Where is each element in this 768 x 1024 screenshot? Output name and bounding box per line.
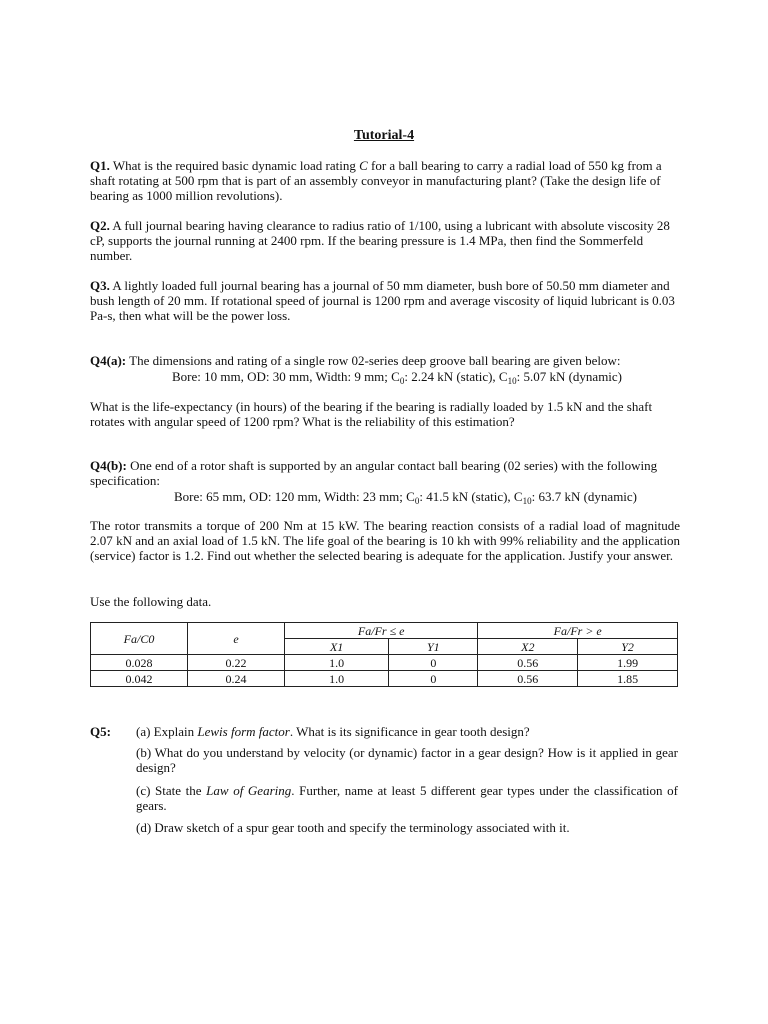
header-e: e [188,623,285,655]
table-cell: 0 [389,655,478,671]
spec-sub-0: 0 [399,376,405,386]
spec-c: : 63.7 kN (dynamic) [531,489,638,504]
question-4b-paragraph: The rotor transmits a torque of 200 Nm at 15 kW. The bearing reaction consists of a radial load of magnitude 2.07 kN and an axial load of 1.5 kN. The life goal of the bearing is 10 kh with 99% reliability and the application (service) factor is 1.2. Find out whether the selected bearing is adequate for the application. Justify your answer. [90,518,680,563]
question-5b: (b) What do you understand by velocity (or dynamic) factor in a gear design? How is it applied in gear design? [136,745,678,775]
spec-b: : 2.24 kN (static), C [404,369,508,384]
table-cell: 0 [389,671,478,687]
question-3 [90,278,680,323]
question-5d: (d) Draw sketch of a spur gear tooth and specify the terminology associated with it. [136,820,570,835]
question-4a-label: Q4(a): [90,353,127,368]
table-cell: 0.24 [188,671,285,687]
table-cell: 0.56 [478,671,578,687]
table-row [91,671,678,687]
header-gt-e: Fa/Fr > e [478,623,678,639]
question-4a-intro-text: The dimensions and rating of a single row 02-series deep groove ball bearing are given below: [126,353,621,368]
spec-sub-10: 10 [522,496,532,506]
spec-b: : 41.5 kN (static), C [419,489,523,504]
q5c-emphasis: Law of Gearing [206,783,292,798]
spec-c: : 5.07 kN (dynamic) [516,369,623,384]
table-header-row [91,623,678,639]
question-4b-label: Q4(b): [90,458,127,473]
table-cell: 0.028 [91,655,188,671]
question-2 [90,218,680,263]
header-y2: Y2 [578,639,678,655]
bearing-data-table [90,622,678,687]
header-le-e: Fa/Fr ≤ e [285,623,478,639]
question-3-text: A lightly loaded full journal bearing has a journal of 50 mm diameter, bush bore of 50.50 mm diameter and bush length of 20 mm. If rotational speed of journal is 1200 rpm and average viscosity of liquid lubricant is 0.03 Pa-s, then what will be the power loss. [90,278,675,323]
question-4b-intro-text: One end of a rotor shaft is supported by an angular contact ball bearing (02 series) with the following specification: [90,458,658,488]
question-2-label: Q2. [90,218,110,233]
header-x1: X1 [285,639,389,655]
table-cell: 0.22 [188,655,285,671]
table-cell: 0.042 [91,671,188,687]
question-1-label: Q1. [90,158,110,173]
question-4b-spec [174,489,637,509]
question-3-label: Q3. [90,278,110,293]
q5c-post: . Further, name at least 5 different gear types under the classification of gears. [136,783,678,813]
question-4a-intro [90,353,680,368]
question-1-symbol: C [359,158,368,173]
table-cell: 1.0 [285,655,389,671]
q5a-pre: (a) Explain [136,724,198,739]
question-5-label: Q5: [90,724,111,739]
q5c-pre: (c) State the [136,783,207,798]
table-cell: 1.99 [578,655,678,671]
question-1 [90,158,680,203]
question-1-text-a: What is the required basic dynamic load rating [109,158,360,173]
question-4a-spec [172,369,622,389]
q5a-emphasis: Lewis form factor [197,724,290,739]
use-data-text: Use the following data. [90,594,212,609]
header-x2: X2 [478,639,578,655]
question-4a-text: What is the life-expectancy (in hours) of the bearing if the bearing is radially loaded by 1.5 kN and the shaft rotates with angular speed of 1200 rpm? What is the reliability of this estimation? [90,399,653,429]
spec-a: Bore: 65 mm, OD: 120 mm, Width: 23 mm; C [174,489,415,504]
question-1-text-b: for a ball bearing to carry a radial load of 550 kg from a shaft rotating at 500 rpm that is part of an assembly conveyor in manufacturing plant? (Take the design life of bearing as 1000 million revolutions). [90,158,662,203]
spec-sub-10: 10 [507,376,517,386]
table-cell: 0.56 [478,655,578,671]
question-4b-intro [90,458,680,488]
header-y1: Y1 [389,639,478,655]
question-5a [136,724,678,739]
page-title: Tutorial-4 [353,128,415,143]
table-cell: 1.85 [578,671,678,687]
header-fa-c0: Fa/C0 [91,623,188,655]
q5a-post: . What is its significance in gear tooth design? [289,724,530,739]
table-row [91,655,678,671]
table-cell: 1.0 [285,671,389,687]
question-5c [136,783,678,813]
spec-sub-0: 0 [414,496,420,506]
spec-a: Bore: 10 mm, OD: 30 mm, Width: 9 mm; C [172,369,400,384]
question-2-text: A full journal bearing having clearance to radius ratio of 1/100, using a lubricant with absolute viscosity 28 cP, supports the journal running at 2400 rpm. If the bearing pressure is 1.4 MPa, then find the Sommerfeld number. [90,218,670,263]
